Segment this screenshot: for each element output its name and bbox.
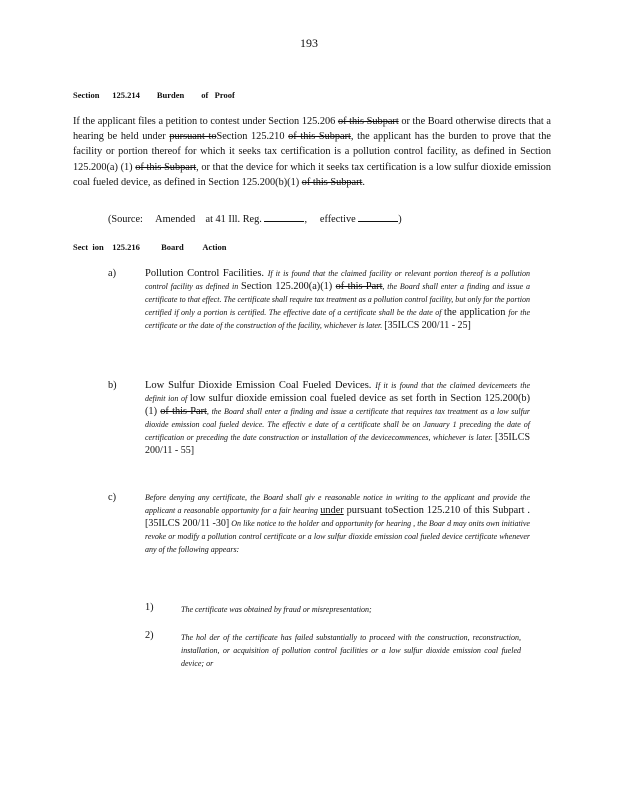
strikethrough-text: of this Part bbox=[335, 281, 383, 292]
upright-text: pursuant to bbox=[343, 505, 394, 516]
source-text: (Source: Amended at 41 Ill. Reg. bbox=[108, 214, 265, 225]
strikethrough-text: pursuant to bbox=[169, 131, 217, 143]
citation: [35ILCS 200/11 - 55] bbox=[145, 432, 530, 456]
strikethrough-text: of this Part bbox=[160, 406, 207, 417]
item-marker-c: c) bbox=[108, 492, 116, 503]
italic-text: for the certificate or the date of the construction of the facility, whichever is later. bbox=[145, 308, 531, 330]
subitem-marker-2: 2) bbox=[145, 630, 154, 641]
item-b bbox=[145, 379, 530, 457]
italic-text: On like notice to the holder and opportunity for hearing , the Boar d may onits own initiative revoke or modify a pollution control certificate or a low sulfur dioxide emission coal fueled device certificate whenever any of the following appears: bbox=[145, 519, 530, 554]
strikethrough-text: of this Subpart bbox=[288, 131, 351, 143]
source-note bbox=[108, 211, 402, 225]
item-c bbox=[145, 491, 530, 556]
source-text: ) bbox=[398, 214, 402, 225]
item-a bbox=[145, 267, 530, 332]
section-125-214-heading: Section 125.214 Burden of Proof bbox=[73, 90, 235, 100]
upright-text: Section 125.200(a)(1) bbox=[241, 281, 336, 292]
paragraph-text: or the Board otherwise directs that a hearing be held under bbox=[73, 116, 551, 143]
italic-text: , the Board shall enter a finding and issue a certificate to that effect. The certificate shall require tax treatment as a pollution control facility, but only for the portion certified if only a portion is certified. The effective date of a certificate shall be the date of bbox=[145, 282, 530, 317]
blank-line bbox=[358, 211, 398, 222]
subitem-marker-1: 1) bbox=[145, 602, 154, 613]
source-text: , effective bbox=[304, 214, 359, 225]
citation: [35ILCS 200/11 - 25] bbox=[384, 320, 471, 331]
item-heading: Low Sulfur Dioxide Emission Coal Fueled Devices. bbox=[145, 380, 376, 391]
section-125-216-heading: Sect ion 125.216 Board Action bbox=[73, 242, 227, 252]
strikethrough-text: of this Subpart bbox=[135, 161, 197, 173]
page-number: 193 bbox=[300, 36, 318, 50]
paragraph-text: . bbox=[362, 176, 365, 188]
item-heading: Pollution Control Facilities. bbox=[145, 268, 268, 279]
paragraph-text: If the applicant files a petition to contest under Section 125.206 bbox=[73, 116, 338, 127]
italic-text: The hol der of the certificate has failed substantially to proceed with the construction, reconstruction, installation, or acquisition of pollution control facilities or a low sulfur dioxide emission coal fueled device; or bbox=[181, 633, 521, 668]
strikethrough-text: of this Subpart bbox=[337, 116, 399, 127]
italic-text: The certificate was obtained by fraud or misrepresentation; bbox=[181, 605, 372, 614]
item-marker-a: a) bbox=[108, 268, 116, 279]
subitem-1 bbox=[181, 603, 521, 616]
underlined-text: under bbox=[320, 505, 344, 516]
blank-line bbox=[264, 211, 304, 222]
paragraph-text: , or that the device for which it seeks tax certification is a low sulfur dioxide emission coal fueled device, as defined in Section 125.200(b)(1) bbox=[73, 161, 551, 188]
italic-text: Before denying any certificate, the Board shall giv e reasonable notice in writing to the applicant and provide the applicant a reasonable opportunity for a fair hearing bbox=[145, 493, 530, 515]
item-marker-b: b) bbox=[108, 380, 117, 391]
upright-text: Section 125.210 of this Subpart . bbox=[393, 505, 530, 516]
citation: [35ILCS 200/11 -30] bbox=[145, 518, 230, 529]
upright-text: low sulfur dioxide emission coal fueled device as set forth in Section 125.200(b)(1) bbox=[145, 393, 531, 417]
italic-text: If it is found that the claimed devicemeets the definit ion of bbox=[145, 381, 530, 403]
section-125-214-paragraph bbox=[73, 114, 551, 190]
paragraph-text: Section 125.210 bbox=[216, 131, 289, 143]
paragraph-text: , the applicant has the burden to prove that the facility or portion thereof for which it seeks tax certification is a pollution control facility, as defined in Section 125.200(a) (1) bbox=[73, 131, 552, 173]
italic-text: , the Board shall enter a finding and issue a certificate that requires tax treatment as a low sulfur dioxide emission coal fueled device. The effectiv e date of a certificate shall be on January 1 preceding the date of certification or preceding the date construction or installation of the devicecommences, whichever is later. bbox=[145, 407, 530, 442]
italic-text: If it is found that the claimed facility or relevant portion thereof is a pollution control facility as defined in bbox=[145, 269, 531, 291]
strikethrough-text: of this Subpart bbox=[301, 176, 363, 188]
upright-text: the application bbox=[443, 307, 509, 318]
subitem-2 bbox=[181, 631, 521, 670]
